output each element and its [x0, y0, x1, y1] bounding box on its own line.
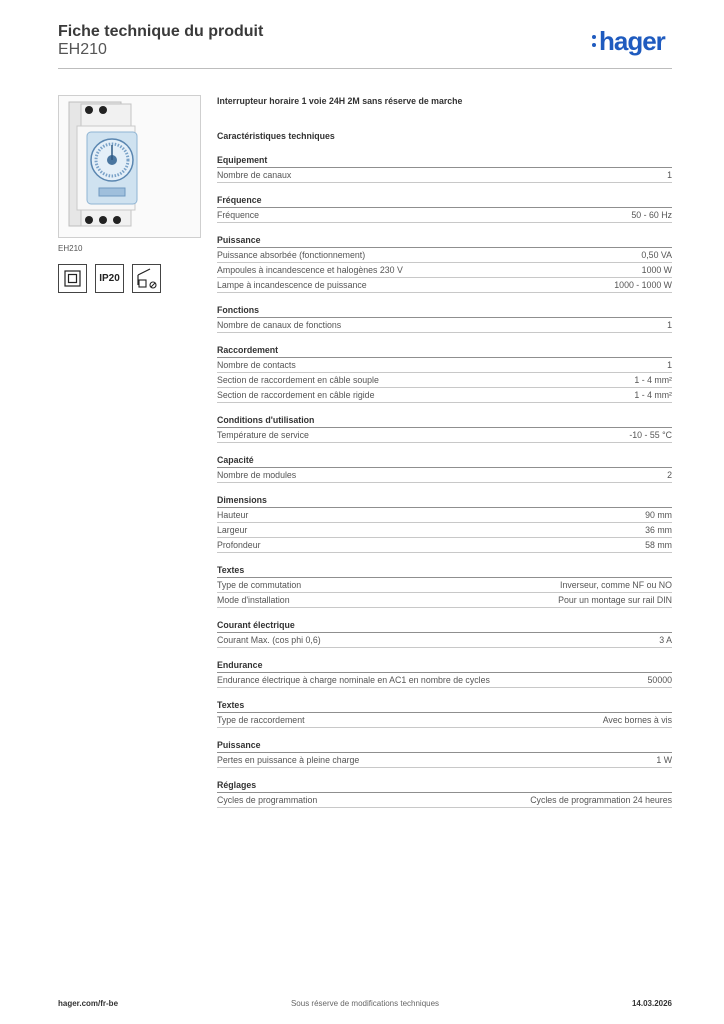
technical-characteristics-heading: Caractéristiques techniques	[217, 131, 335, 141]
document-title: Fiche technique du produit	[58, 23, 264, 40]
spec-row	[217, 508, 672, 523]
spec-row	[217, 168, 672, 183]
hager-logo	[592, 27, 665, 55]
spec-row	[217, 753, 672, 768]
section-title: Puissance	[217, 739, 672, 753]
din-rail-mounting-icon	[132, 264, 161, 293]
section-title: Equipement	[217, 154, 672, 168]
spec-value: Avec bornes à vis	[602, 715, 672, 725]
spec-section	[217, 619, 672, 648]
spec-row	[217, 523, 672, 538]
spec-value: 0,50 VA	[641, 250, 672, 260]
spec-value: 2	[667, 470, 672, 480]
spec-row	[217, 263, 672, 278]
spec-row	[217, 278, 672, 293]
spec-value: -10 - 55 °C	[629, 430, 672, 440]
spec-label: Courant Max. (cos phi 0,6)	[217, 635, 321, 645]
section-title: Réglages	[217, 779, 672, 793]
time-switch-illustration	[59, 96, 200, 237]
spec-section	[217, 344, 672, 403]
spec-value: 1	[667, 170, 672, 180]
spec-row	[217, 468, 672, 483]
product-image	[58, 95, 201, 238]
spec-value: Cycles de programmation 24 heures	[530, 795, 672, 805]
spec-section	[217, 739, 672, 768]
spec-value: Pour un montage sur rail DIN	[558, 595, 672, 605]
section-title: Endurance	[217, 659, 672, 673]
spec-row	[217, 388, 672, 403]
spec-label: Cycles de programmation	[217, 795, 318, 805]
spec-label: Hauteur	[217, 510, 249, 520]
spec-label: Ampoules à incandescence et halogènes 230 V	[217, 265, 403, 275]
spec-label: Largeur	[217, 525, 248, 535]
document-header	[58, 22, 263, 59]
section-title: Textes	[217, 699, 672, 713]
ip20-label: IP20	[99, 273, 120, 284]
spec-section	[217, 304, 672, 333]
image-caption: EH210	[58, 244, 83, 253]
spec-label: Nombre de contacts	[217, 360, 296, 370]
spec-value: 1	[667, 360, 672, 370]
ip20-icon	[95, 264, 124, 293]
footer-website: hager.com/fr-be	[58, 999, 119, 1008]
spec-label: Type de commutation	[217, 580, 302, 590]
spec-section	[217, 234, 672, 293]
logo-dots-icon	[592, 27, 596, 51]
section-title: Textes	[217, 564, 672, 578]
footer-date: 14.03.2026	[631, 999, 672, 1008]
spec-label: Température de service	[217, 430, 309, 440]
spec-section	[217, 194, 672, 223]
spec-row	[217, 358, 672, 373]
spec-row	[217, 208, 672, 223]
spec-section	[217, 659, 672, 688]
section-title: Capacité	[217, 454, 672, 468]
spec-section	[217, 564, 672, 608]
spec-section	[217, 779, 672, 808]
spec-label: Puissance absorbée (fonctionnement)	[217, 250, 366, 260]
product-description: Interrupteur horaire 1 voie 24H 2M sans réserve de marche	[217, 96, 463, 106]
spec-label: Section de raccordement en câble rigide	[217, 390, 375, 400]
section-title: Raccordement	[217, 344, 672, 358]
spec-label: Pertes en puissance à pleine charge	[217, 755, 360, 765]
spec-row	[217, 428, 672, 443]
double-insulation-icon	[58, 264, 87, 293]
spec-label: Nombre de canaux	[217, 170, 292, 180]
spec-label: Profondeur	[217, 540, 261, 550]
spec-value: 1	[667, 320, 672, 330]
section-title: Courant électrique	[217, 619, 672, 633]
spec-sections	[217, 154, 672, 808]
logo-text: hager	[599, 26, 665, 56]
section-title: Fréquence	[217, 194, 672, 208]
spec-section	[217, 454, 672, 483]
spec-label: Nombre de modules	[217, 470, 297, 480]
spec-row	[217, 793, 672, 808]
spec-section	[217, 494, 672, 553]
spec-row	[217, 673, 672, 688]
spec-value: Inverseur, comme NF ou NO	[560, 580, 672, 590]
section-title: Conditions d'utilisation	[217, 414, 672, 428]
spec-label: Type de raccordement	[217, 715, 305, 725]
spec-label: Lampe à incandescence de puissance	[217, 280, 367, 290]
spec-value: 50000	[647, 675, 672, 685]
spec-label: Section de raccordement en câble souple	[217, 375, 379, 385]
spec-row	[217, 713, 672, 728]
header-divider	[58, 68, 672, 69]
spec-value: 1 - 4 mm²	[634, 390, 672, 400]
spec-value: 1 W	[656, 755, 672, 765]
spec-value: 90 mm	[645, 510, 672, 520]
footer-disclaimer: Sous réserve de modifications techniques	[290, 999, 440, 1008]
spec-row	[217, 578, 672, 593]
spec-section	[217, 154, 672, 183]
section-title: Fonctions	[217, 304, 672, 318]
spec-label: Fréquence	[217, 210, 260, 220]
spec-value: 36 mm	[645, 525, 672, 535]
spec-row	[217, 593, 672, 608]
spec-section	[217, 699, 672, 728]
spec-value: 50 - 60 Hz	[631, 210, 672, 220]
spec-value: 58 mm	[645, 540, 672, 550]
spec-label: Mode d'installation	[217, 595, 290, 605]
spec-label: Nombre de canaux de fonctions	[217, 320, 342, 330]
spec-value: 3 A	[659, 635, 672, 645]
spec-value: 1000 - 1000 W	[614, 280, 672, 290]
product-reference: EH210	[58, 41, 107, 58]
spec-label: Endurance électrique à charge nominale en AC1 en nombre de cycles	[217, 675, 490, 685]
spec-section	[217, 414, 672, 443]
spec-row	[217, 633, 672, 648]
section-title: Puissance	[217, 234, 672, 248]
spec-row	[217, 538, 672, 553]
specifications-panel	[217, 94, 672, 808]
spec-row	[217, 248, 672, 263]
spec-row	[217, 373, 672, 388]
spec-value: 1 - 4 mm²	[634, 375, 672, 385]
spec-row	[217, 318, 672, 333]
section-title: Dimensions	[217, 494, 672, 508]
spec-value: 1000 W	[641, 265, 672, 275]
